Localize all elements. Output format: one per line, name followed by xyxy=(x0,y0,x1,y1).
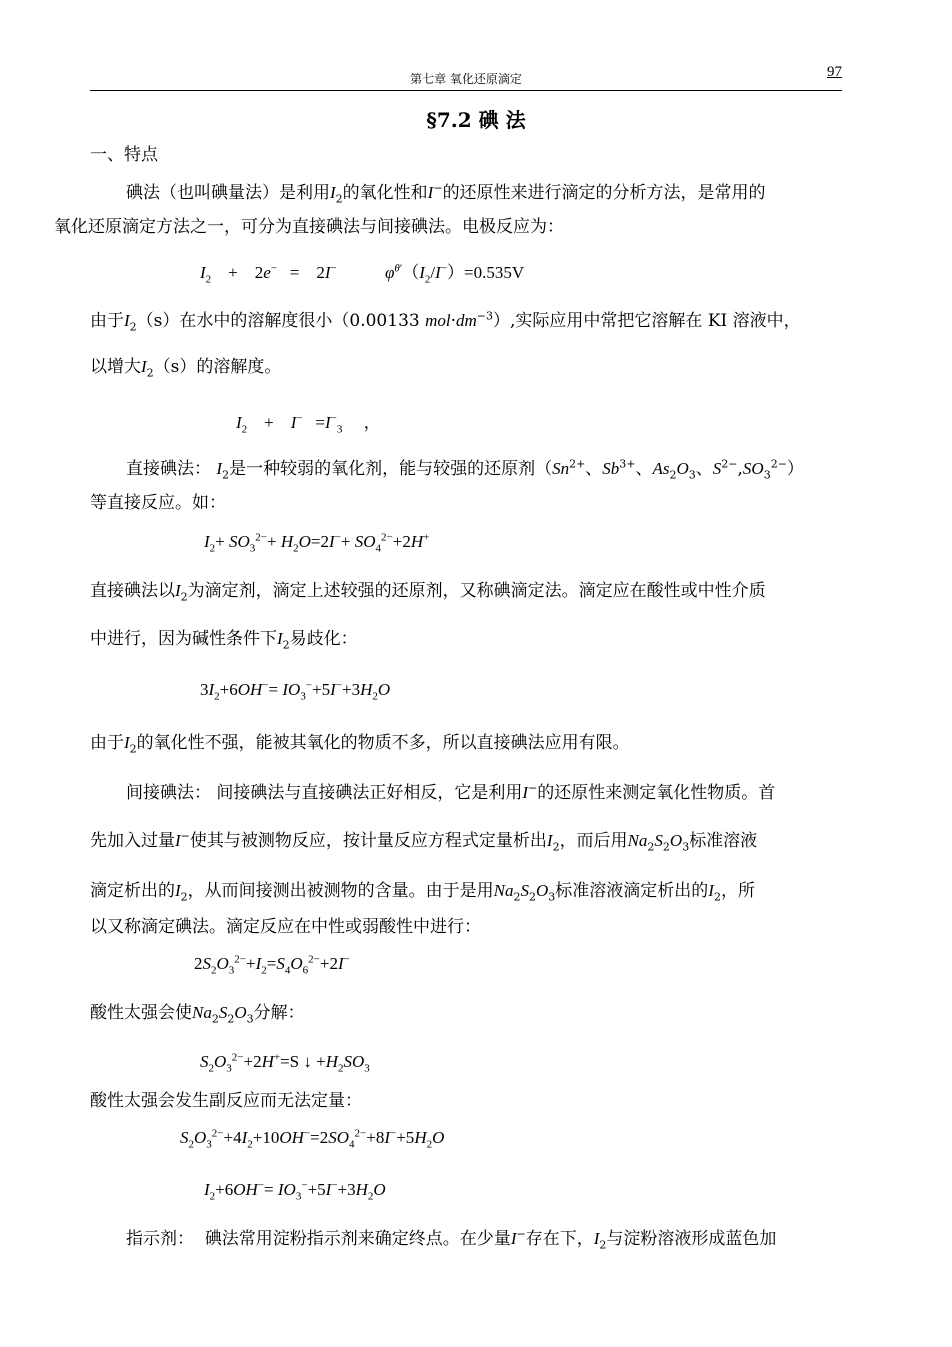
side-reaction-paragraph: 酸性太强会发生副反应而无法定量： xyxy=(90,1091,362,1111)
section-heading: 一、特点 xyxy=(90,145,158,165)
limitation-paragraph: 由于$I_2$的氧化性不强，能被其氧化的物质不多，所以直接碘法应用有限。 xyxy=(90,733,630,756)
chapter-title: 第七章 氧化还原滴定 xyxy=(410,72,522,86)
indirect-iodometry-paragraph: 间接碘法： 间接碘法与直接碘法正好相反，它是利用I−的还原性来测定氧化性物质。首 xyxy=(126,781,776,803)
page-header xyxy=(90,62,842,91)
indicator-paragraph: 指示剂： 碘法常用淀粉指示剂来确定终点。在少量I−存在下，$I_2$与淀粉溶液形成蓝色加 xyxy=(126,1227,777,1252)
indirect-iodometry-paragraph-4: 以又称滴定碘法。滴定反应在中性或弱酸性中进行： xyxy=(90,917,481,937)
equation-electrode: $I_2$ + 2e− = 2I− $\varphi^{\theta'}(I_2/I^-)=0.535V$ xyxy=(200,262,525,286)
equation-thiosulfate: $2S_2O_3^{2-}+I_2=S_4O_6^{2-}+2I^-$ xyxy=(194,953,350,977)
section-title: §7.2 碘 法 xyxy=(426,108,526,132)
direct-iodimetry-paragraph-2: 等直接反应。如： xyxy=(90,493,226,513)
page-number: 97 xyxy=(827,64,842,80)
equation-side-reaction: $S_2O_3^{2-}+4I_2+10OH^-=2SO_4^{2-}+8I^-+5H_2O$ xyxy=(180,1127,445,1151)
titrant-paragraph: 直接碘法以$I_2$为滴定剂，滴定上述较强的还原剂，又称碘滴定法。滴定应在酸性或中性介质 xyxy=(90,581,766,604)
indirect-iodometry-paragraph-3: 滴定析出的$I_2$，从而间接测出被测物的含量。由于是用$Na_2S_2O_3$标准溶液滴定析出的$I_2$，所 xyxy=(90,881,755,904)
titrant-paragraph-2: 中进行，因为碱性条件下$I_2$易歧化： xyxy=(90,629,358,652)
indirect-iodometry-paragraph-2: 先加入过量I−使其与被测物反应，按计量反应方程式定量析出$I_2$，而后用$Na_2S_2O_3$标准溶液 xyxy=(90,829,758,854)
equation-disproportionation-2: $I_2+6OH^-= IO_3^-+5I^-+3H_2O$ xyxy=(204,1179,386,1203)
equation-decomposition: $S_2O_3^{2-}+2H^+=S$ ↓ $+H_2SO_3$ xyxy=(200,1051,370,1075)
equation-disproportionation: $3I_2+6OH^-= IO_3^-+5I^-+3H_2O$ xyxy=(200,679,391,703)
equation-sulfite: $I_2+ SO_3^{2-}+ H_2O=2I^-+ SO_4^{2-}+2H^+$ xyxy=(204,531,430,555)
solubility-paragraph: 由于$I_2(s)$在水中的溶解度很小（0.00133 $mol\cdot dm^{-3}$）,实际应用中常把它溶解在 KI 溶液中， xyxy=(90,309,801,334)
intro-paragraph: 碘法（也叫碘量法）是利用$I_2$的氧化性和I−的还原性来进行滴定的分析方法，是常用的 氧化还原滴定方法之一，可分为直接碘法与间接碘法。电极反应为： xyxy=(54,181,766,237)
equation-triiodide: $I_2$ + $I^- =I^-_3$ ， xyxy=(236,412,381,436)
solubility-paragraph-2: 以增大$I_2(s)$的溶解度。 xyxy=(90,357,282,380)
direct-iodimetry-paragraph: 直接碘法： $I_2$是一种较弱的氧化剂，能与较强的还原剂（$Sn^{2+}$、$Sb^{3+}$、$As_2O_3$、$S^{2-},SO_3^{2-}$） xyxy=(126,457,804,482)
acid-paragraph: 酸性太强会使$Na_2S_2O_3$分解： xyxy=(90,1003,305,1026)
